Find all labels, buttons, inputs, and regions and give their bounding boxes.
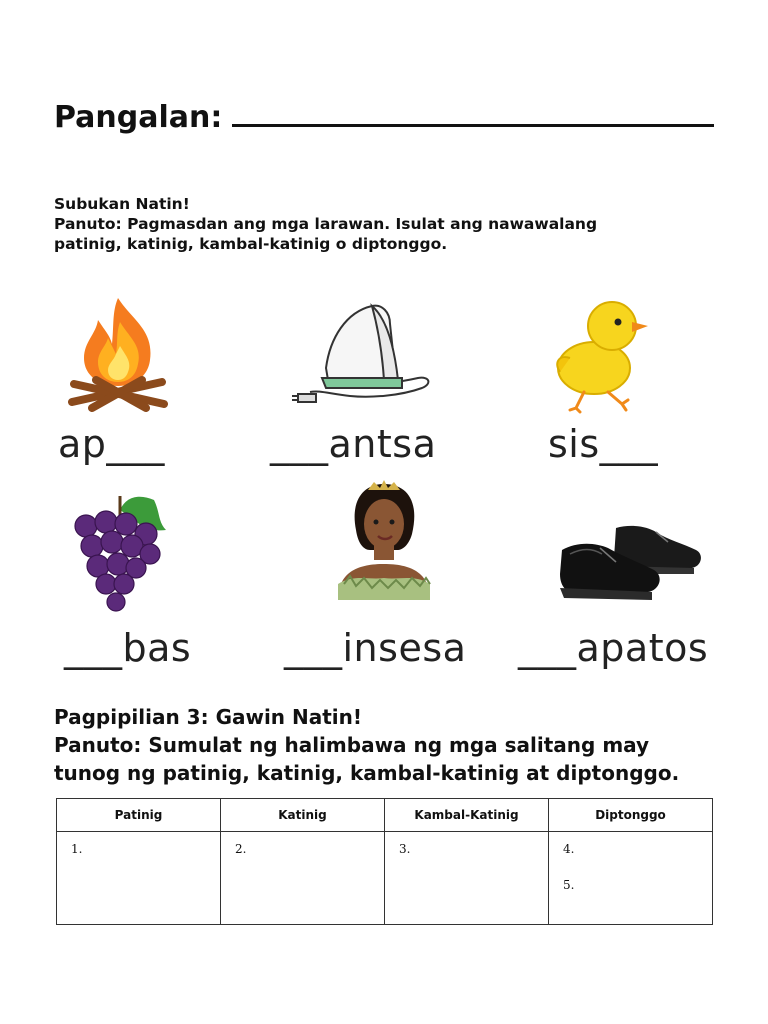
word-princess: ___insesa [284, 626, 467, 670]
name-field [54, 98, 714, 135]
section2-instructions-line2: tunog ng patinig, katinig, kambal-katinig at diptonggo. [54, 761, 680, 785]
column-header-katinig: Katinig [221, 799, 385, 832]
answer-table [56, 798, 713, 925]
flat-iron-icon [290, 298, 435, 410]
princess-icon [334, 480, 434, 602]
section2-title: Pagpipilian 3: Gawin Natin! [54, 705, 363, 729]
fire-icon [62, 290, 174, 414]
item-number: 1. [71, 842, 83, 856]
answer-cell-diptonggo[interactable] [549, 832, 713, 925]
column-header-diptonggo: Diptonggo [549, 799, 713, 832]
section1-header [54, 194, 597, 254]
word-chick: sis___ [548, 422, 659, 466]
word-iron: ___antsa [270, 422, 437, 466]
name-label: Pangalan: [54, 100, 223, 135]
answer-cell-patinig[interactable] [57, 832, 221, 925]
column-header-patinig: Patinig [57, 799, 221, 832]
section2-header [54, 703, 679, 787]
column-header-kambal-katinig: Kambal-Katinig [385, 799, 549, 832]
table-header-row [57, 799, 713, 832]
section2-instructions-line1: Panuto: Sumulat ng halimbawa ng mga salitang may [54, 733, 650, 757]
word-shoes: ___apatos [518, 626, 709, 670]
section1-title: Subukan Natin! [54, 195, 190, 213]
section1-instructions-line1: Panuto: Pagmasdan ang mga larawan. Isulat ang nawawalang [54, 215, 598, 233]
shoes-icon [556, 518, 704, 602]
word-grapes: ___bas [64, 626, 192, 670]
name-blank-line[interactable] [232, 98, 714, 127]
chick-icon [550, 292, 650, 414]
item-number: 4. [563, 842, 575, 856]
answer-cell-kambal-katinig[interactable] [385, 832, 549, 925]
table-row [57, 832, 713, 925]
item-number: 5. [563, 878, 575, 892]
answer-cell-katinig[interactable] [221, 832, 385, 925]
item-number: 2. [235, 842, 247, 856]
grapes-icon [70, 492, 170, 614]
word-fire: ap___ [58, 422, 165, 466]
section1-instructions-line2: patinig, katinig, kambal-katinig o diptonggo. [54, 235, 448, 253]
item-number: 3. [399, 842, 411, 856]
